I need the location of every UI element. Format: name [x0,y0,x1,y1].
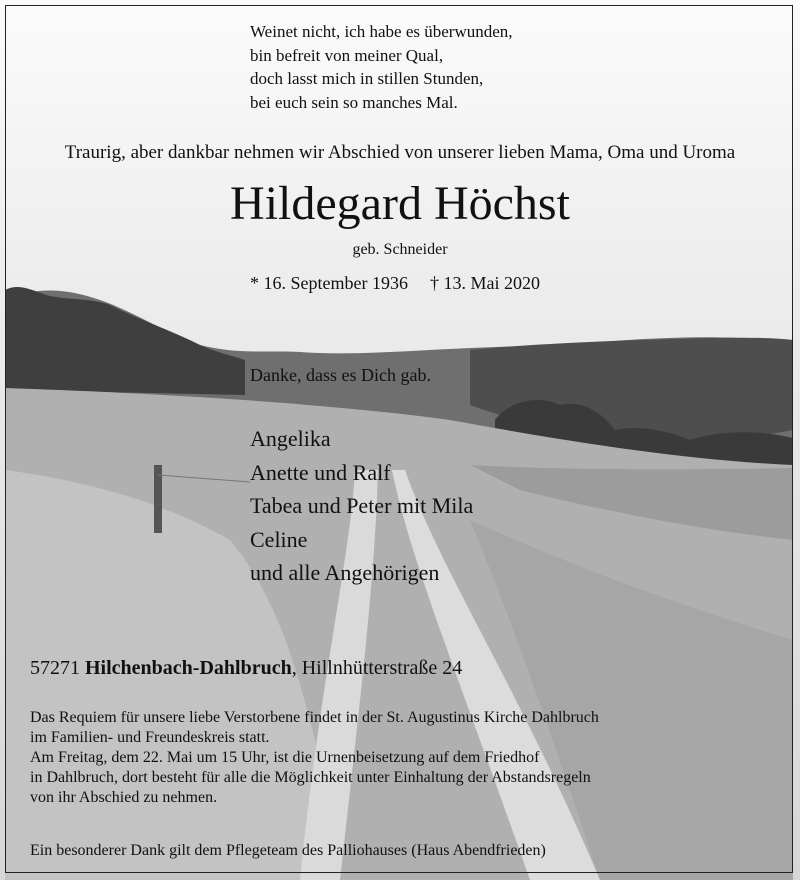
address-town: Hilchenbach-Dahlbruch [85,657,292,679]
mourners-list [250,422,473,590]
intro-text: Traurig, aber dankbar nehmen wir Abschied von unserer lieben Mama, Oma und Uroma [64,142,736,163]
notice-line: in Dahlbruch, dort besteht für alle die Möglichkeit unter Einhaltung der Abstandsregeln [30,769,591,786]
poem-line: bei euch sein so manches Mal. [250,92,458,112]
gratitude-line: Ein besonderer Dank gilt dem Pflegeteam des Palliohauses (Haus Abendfrieden) [30,842,546,859]
mourner-name: und alle Angehörigen [250,560,440,585]
birth-date: * 16. September 1936 [250,273,408,293]
mourner-name: Angelika [250,426,331,451]
notice-line: Das Requiem für unsere liebe Verstorbene findet in der St. Augustinus Kirche Dahlbruch [30,709,599,726]
poem-line: Weinet nicht, ich habe es überwunden, [250,22,513,41]
mourner-name: Anette und Ralf [250,459,391,485]
deceased-name: Hildegard Höchst [230,177,570,230]
notice-line: Am Freitag, dem 22. Mai um 15 Uhr, ist die Urnenbeisetzung auf dem Friedhof [30,749,540,766]
life-dates [250,273,540,294]
mourner-name: Celine [250,526,308,552]
death-date: † 13. Mai 2020 [429,273,540,293]
birth-name: geb. Schneider [352,241,448,258]
mourner-name: Tabea und Peter mit Mila [250,493,474,518]
notice-line: von ihr Abschied zu nehmen. [30,789,218,806]
address-street: , Hillnhütterstraße 24 [291,657,463,679]
notice-line: im Familien- und Freundeskreis statt. [30,729,270,746]
poem [250,20,513,114]
address-line [30,657,462,680]
poem-line: doch lasst mich in stillen Stunden, [250,69,484,88]
thanks-line: Danke, dass es Dich gab. [250,365,431,385]
address-zip: 57271 [30,657,80,679]
funeral-notice [30,708,599,808]
poem-line: bin befreit von meiner Qual, [250,45,444,65]
